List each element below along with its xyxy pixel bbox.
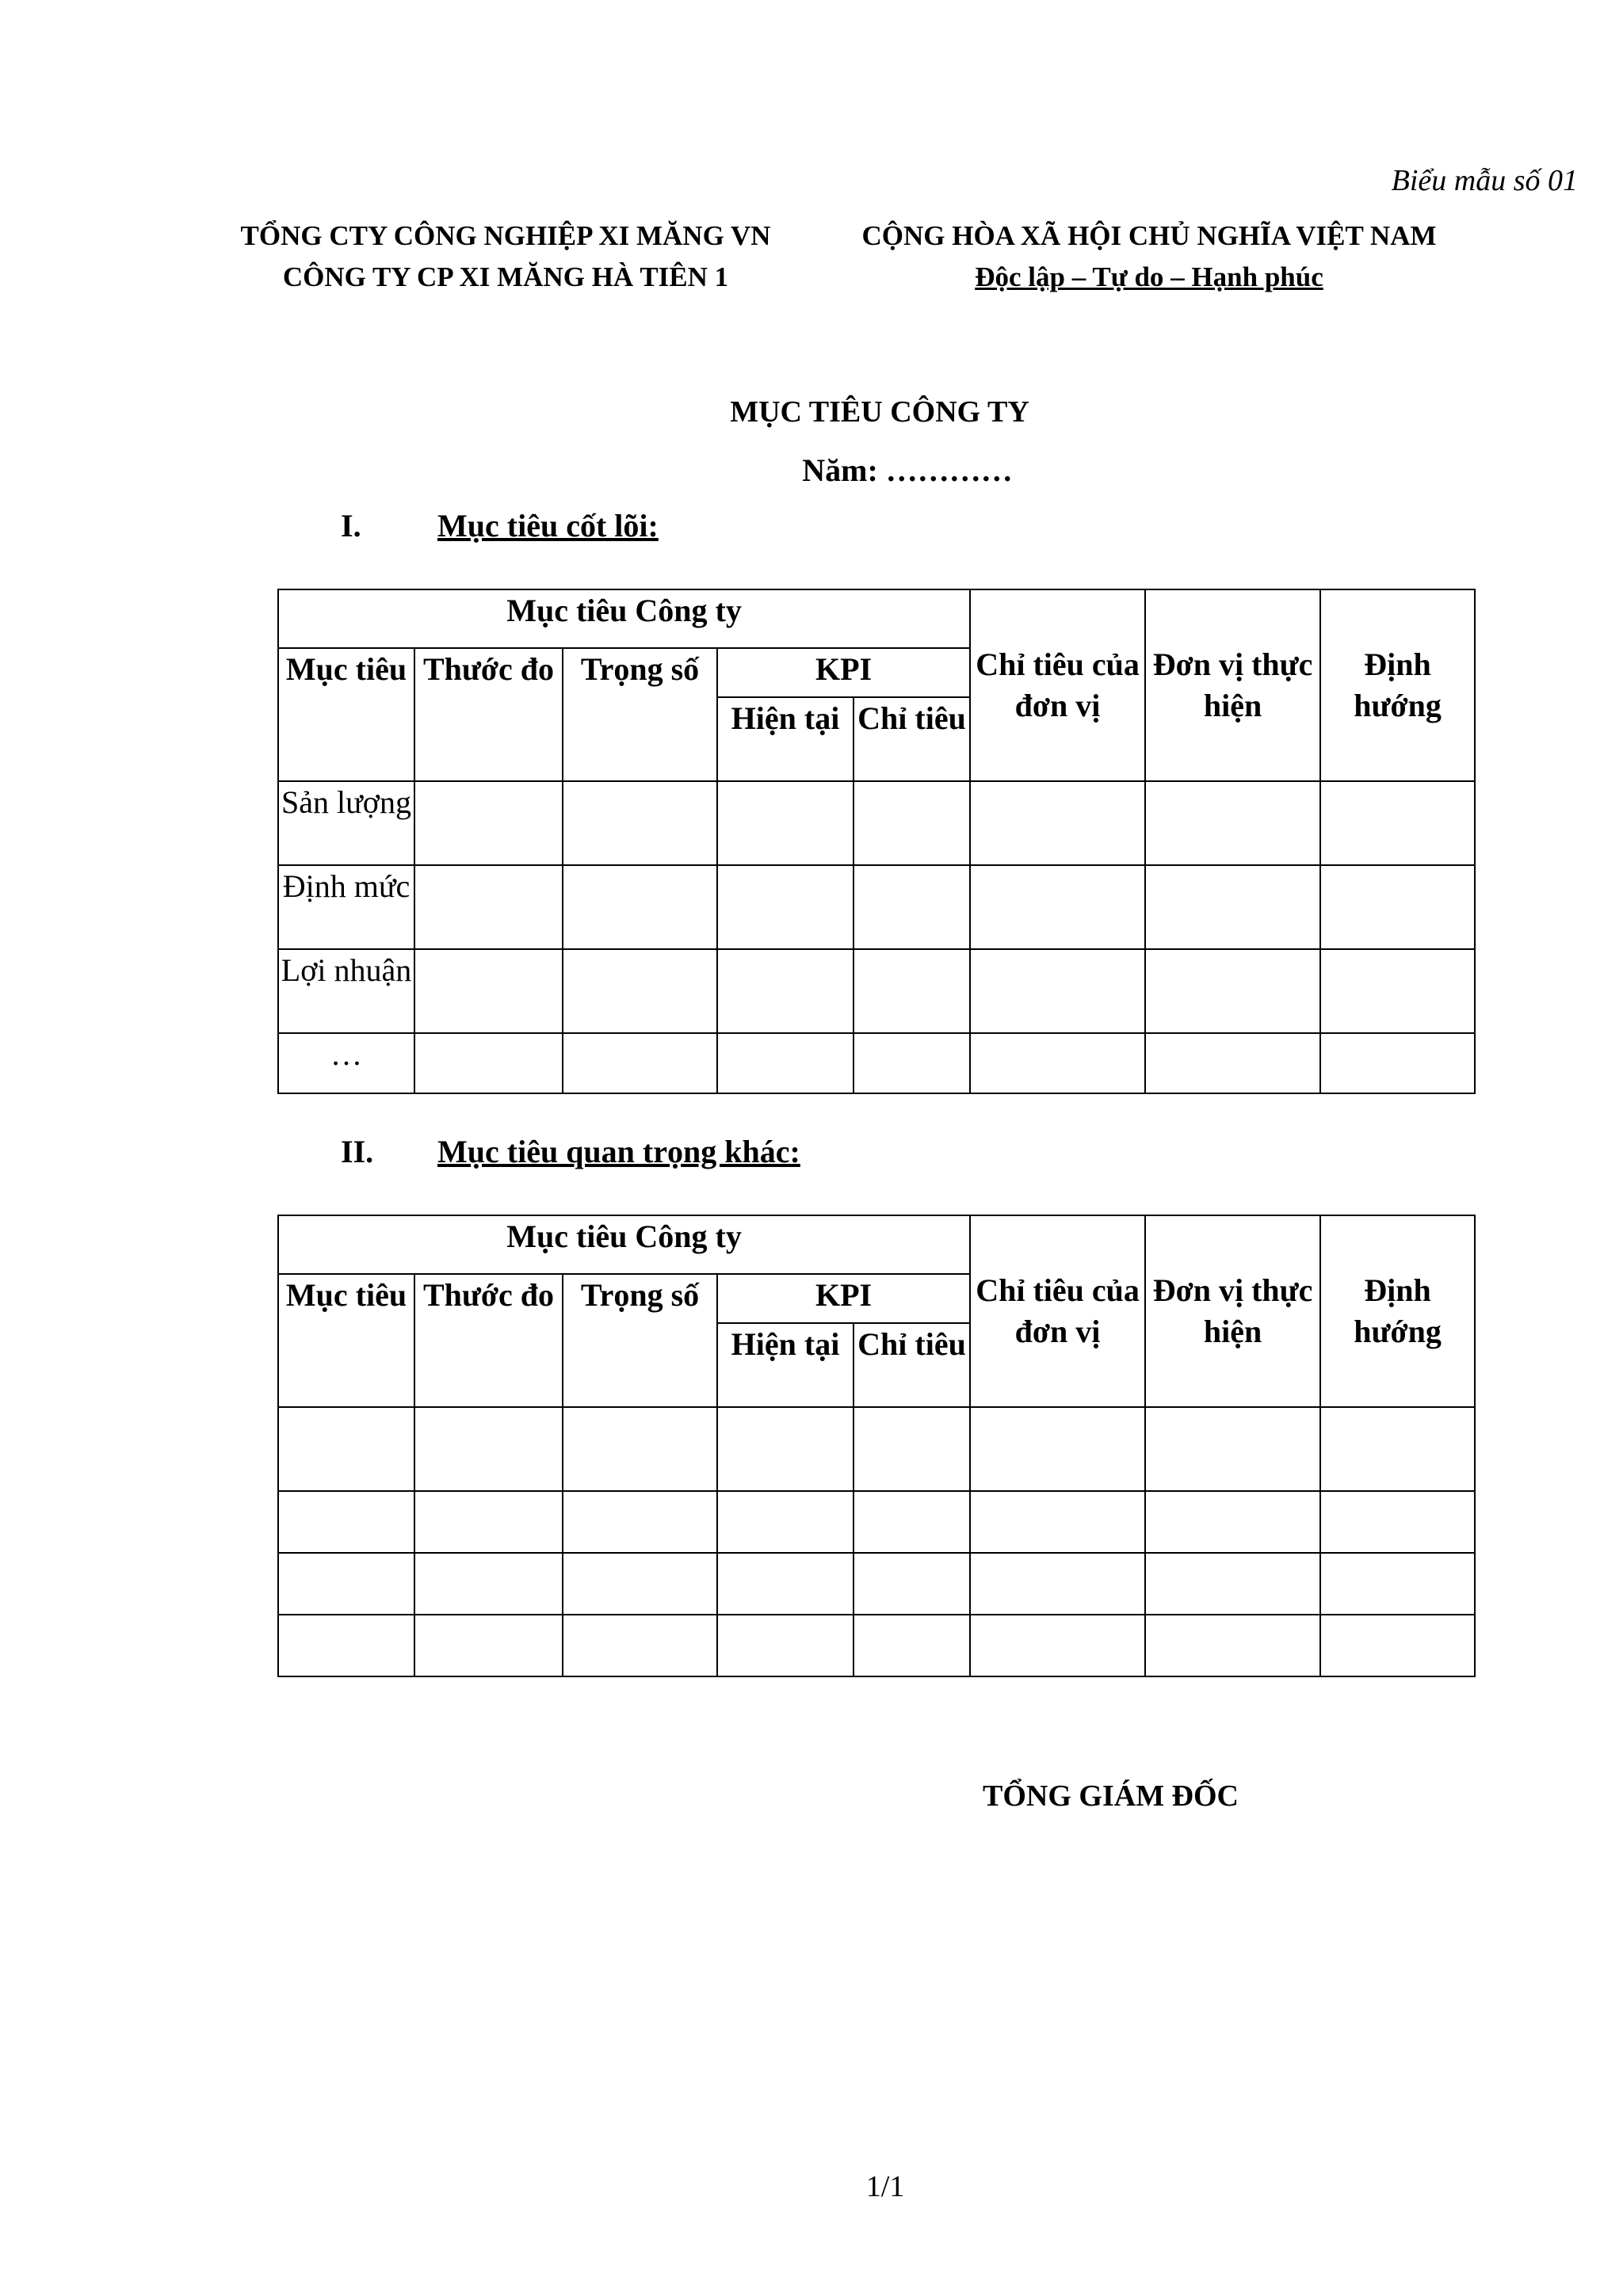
kpi-current-cell[interactable] <box>717 1491 854 1553</box>
weight-cell[interactable] <box>563 781 717 865</box>
orientation-cell[interactable] <box>1320 1615 1475 1676</box>
header-kpi-target: Chỉ tiêu <box>854 1323 970 1407</box>
weight-cell[interactable] <box>563 1553 717 1615</box>
weight-cell[interactable] <box>563 1491 717 1553</box>
header-executing-unit: Đơn vị thực hiện <box>1145 1215 1320 1407</box>
section-2-heading <box>341 1133 975 1173</box>
kpi-target-cell[interactable] <box>854 1553 970 1615</box>
organization-header <box>181 215 831 298</box>
unit-target-cell[interactable] <box>970 1033 1145 1093</box>
header-kpi: KPI <box>717 1274 970 1323</box>
header-objective: Mục tiêu <box>278 1274 414 1407</box>
national-header <box>824 215 1474 298</box>
header-kpi-current: Hiện tại <box>717 1323 854 1407</box>
kpi-current-cell[interactable] <box>717 949 854 1033</box>
header-kpi-target: Chỉ tiêu <box>854 697 970 781</box>
parent-company-name: TỔNG CTY CÔNG NGHIỆP XI MĂNG VN <box>240 220 771 251</box>
unit-target-cell[interactable] <box>970 949 1145 1033</box>
other-objectives-table <box>277 1215 1476 1677</box>
executing-unit-cell[interactable] <box>1145 1553 1320 1615</box>
objective-cell: … <box>278 1033 414 1093</box>
table-row <box>278 949 1475 1033</box>
unit-target-cell[interactable] <box>970 865 1145 949</box>
weight-cell[interactable] <box>563 865 717 949</box>
kpi-current-cell[interactable] <box>717 781 854 865</box>
section-2-number: II. <box>341 1134 374 1169</box>
executing-unit-cell[interactable] <box>1145 1407 1320 1491</box>
document-title: MỤC TIÊU CÔNG TY <box>730 395 1029 429</box>
orientation-cell[interactable] <box>1320 1033 1475 1093</box>
header-objective: Mục tiêu <box>278 648 414 781</box>
kpi-current-cell[interactable] <box>717 1407 854 1491</box>
kpi-current-cell[interactable] <box>717 1615 854 1676</box>
table-row <box>278 781 1475 865</box>
orientation-cell[interactable] <box>1320 1407 1475 1491</box>
orientation-cell[interactable] <box>1320 865 1475 949</box>
kpi-current-cell[interactable] <box>717 865 854 949</box>
measure-cell[interactable] <box>414 1553 563 1615</box>
measure-cell[interactable] <box>414 1491 563 1553</box>
executing-unit-cell[interactable] <box>1145 1491 1320 1553</box>
section-1-number: I. <box>341 508 361 543</box>
measure-cell[interactable] <box>414 865 563 949</box>
header-orientation: Định hướng <box>1320 1215 1475 1407</box>
unit-target-cell[interactable] <box>970 1615 1145 1676</box>
page-number: 1/1 <box>865 2170 905 2203</box>
unit-target-cell[interactable] <box>970 1553 1145 1615</box>
unit-target-cell[interactable] <box>970 1407 1145 1491</box>
unit-target-cell[interactable] <box>970 781 1145 865</box>
kpi-target-cell[interactable] <box>854 1491 970 1553</box>
header-measure: Thước đo <box>414 1274 563 1407</box>
header-company-objectives: Mục tiêu Công ty <box>278 1215 970 1274</box>
objective-cell[interactable] <box>278 1553 414 1615</box>
executing-unit-cell[interactable] <box>1145 1033 1320 1093</box>
form-number: Biểu mẫu số 01 <box>1391 164 1578 197</box>
objective-cell[interactable] <box>278 1615 414 1676</box>
header-unit-target: Chỉ tiêu của đơn vị <box>970 589 1145 781</box>
table-row <box>278 1033 1475 1093</box>
executing-unit-cell[interactable] <box>1145 865 1320 949</box>
orientation-cell[interactable] <box>1320 949 1475 1033</box>
kpi-target-cell[interactable] <box>854 949 970 1033</box>
header-unit-target: Chỉ tiêu của đơn vị <box>970 1215 1145 1407</box>
orientation-cell[interactable] <box>1320 781 1475 865</box>
unit-target-cell[interactable] <box>970 1491 1145 1553</box>
section-1-label: Mục tiêu cốt lõi: <box>437 508 659 543</box>
header-executing-unit: Đơn vị thực hiện <box>1145 589 1320 781</box>
national-motto: Độc lập – Tự do – Hạnh phúc <box>975 261 1323 292</box>
weight-cell[interactable] <box>563 1615 717 1676</box>
measure-cell[interactable] <box>414 1615 563 1676</box>
header-company-objectives: Mục tiêu Công ty <box>278 589 970 648</box>
kpi-current-cell[interactable] <box>717 1553 854 1615</box>
table-row <box>278 1553 1475 1615</box>
measure-cell[interactable] <box>414 949 563 1033</box>
orientation-cell[interactable] <box>1320 1491 1475 1553</box>
objective-cell: Định mức <box>278 865 414 949</box>
section-2-label: Mục tiêu quan trọng khác: <box>437 1134 800 1169</box>
table-row <box>278 865 1475 949</box>
executing-unit-cell[interactable] <box>1145 949 1320 1033</box>
table-row <box>278 1407 1475 1491</box>
executing-unit-cell[interactable] <box>1145 1615 1320 1676</box>
weight-cell[interactable] <box>563 1407 717 1491</box>
objective-cell: Lợi nhuận <box>278 949 414 1033</box>
weight-cell[interactable] <box>563 949 717 1033</box>
header-kpi: KPI <box>717 648 970 697</box>
kpi-target-cell[interactable] <box>854 781 970 865</box>
measure-cell[interactable] <box>414 781 563 865</box>
weight-cell[interactable] <box>563 1033 717 1093</box>
executing-unit-cell[interactable] <box>1145 781 1320 865</box>
country-name: CỘNG HÒA XÃ HỘI CHỦ NGHĨA VIỆT NAM <box>861 220 1437 251</box>
year-field: Năm: ………… <box>802 452 1013 488</box>
table-row <box>278 1615 1475 1676</box>
header-kpi-current: Hiện tại <box>717 697 854 781</box>
company-name: CÔNG TY CP XI MĂNG HÀ TIÊN 1 <box>282 261 729 292</box>
kpi-target-cell[interactable] <box>854 1615 970 1676</box>
header-weight: Trọng số <box>563 648 717 781</box>
header-measure: Thước đo <box>414 648 563 781</box>
objective-cell: Sản lượng <box>278 781 414 865</box>
objective-cell[interactable] <box>278 1407 414 1491</box>
kpi-current-cell[interactable] <box>717 1033 854 1093</box>
measure-cell[interactable] <box>414 1033 563 1093</box>
section-1-heading <box>341 507 975 547</box>
core-objectives-table <box>277 589 1476 1094</box>
signature-title: TỔNG GIÁM ĐỐC <box>983 1779 1239 1813</box>
kpi-target-cell[interactable] <box>854 1033 970 1093</box>
header-orientation: Định hướng <box>1320 589 1475 781</box>
kpi-target-cell[interactable] <box>854 865 970 949</box>
orientation-cell[interactable] <box>1320 1553 1475 1615</box>
objective-cell[interactable] <box>278 1491 414 1553</box>
measure-cell[interactable] <box>414 1407 563 1491</box>
table-row <box>278 1491 1475 1553</box>
header-weight: Trọng số <box>563 1274 717 1407</box>
kpi-target-cell[interactable] <box>854 1407 970 1491</box>
